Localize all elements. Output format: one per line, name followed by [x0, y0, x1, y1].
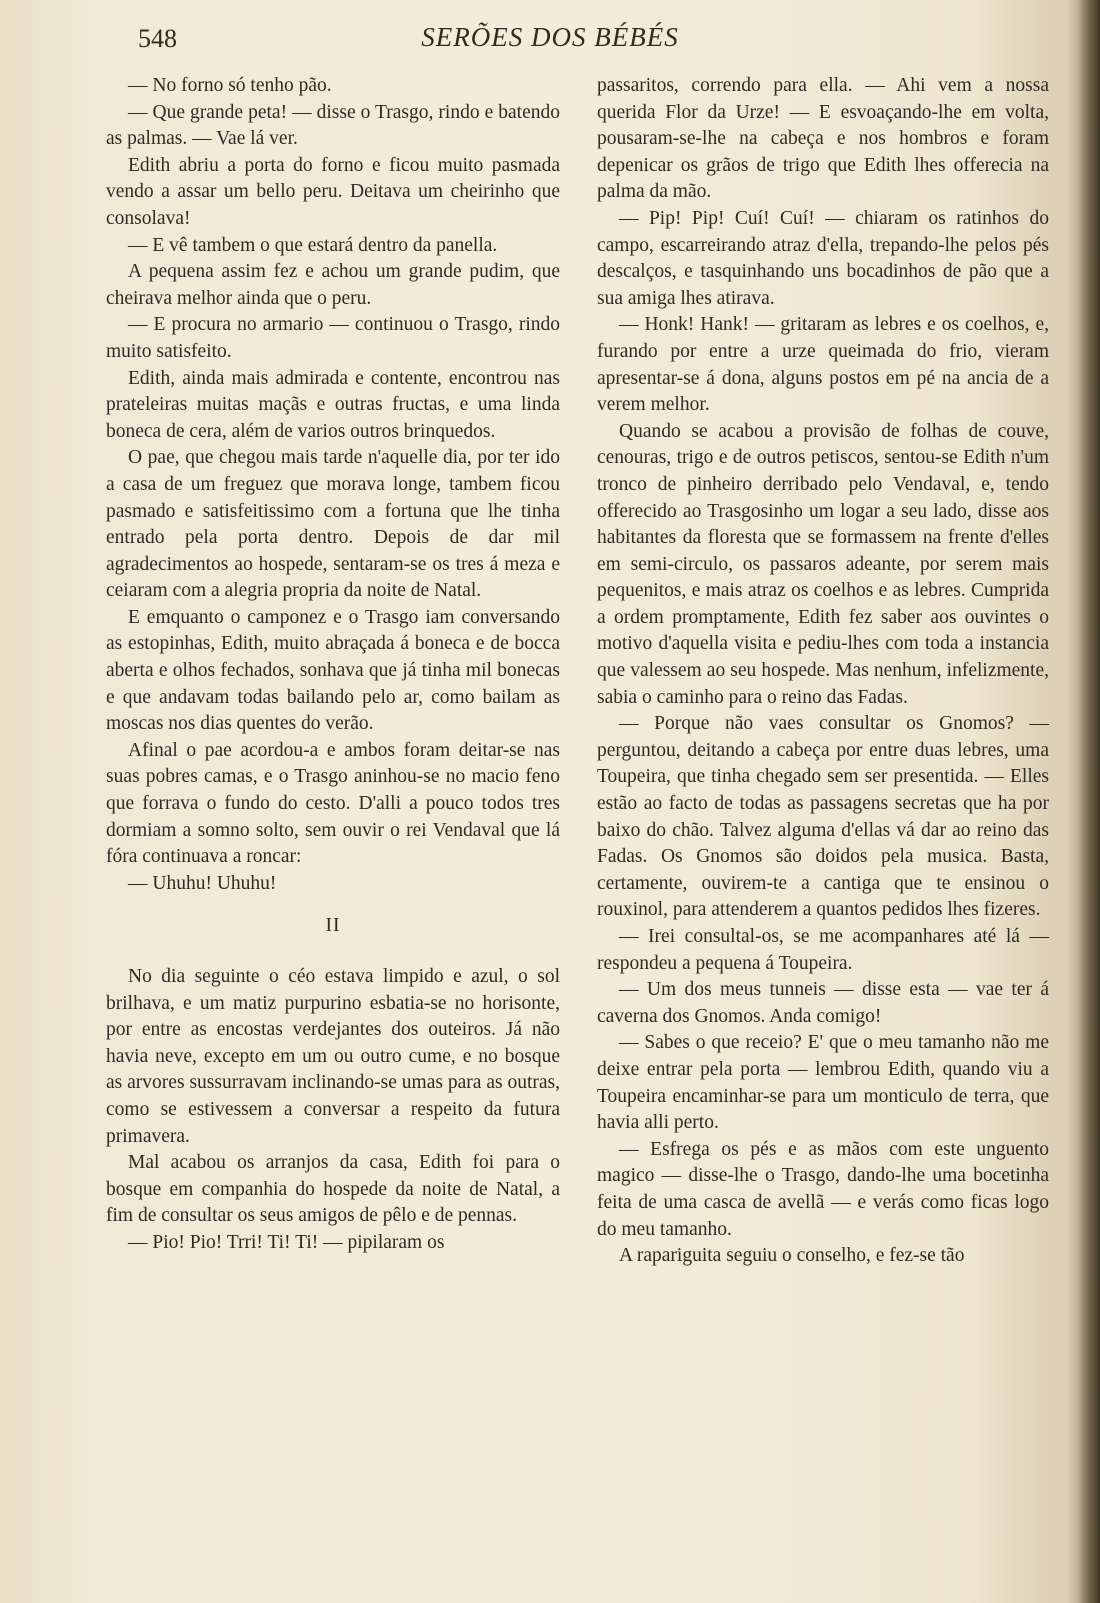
- paragraph: — Sabes o que receio? E' que o meu tamanho não me deixe entrar pela porta — lembrou Edith, quando viu a Toupeira encaminhar-se para um monticulo de terra, que havia alli perto.: [597, 1032, 1049, 1134]
- page-header: [0, 18, 1100, 58]
- right-column: [597, 73, 1049, 1270]
- paragraph: A rapariguita seguiu o conselho, e fez-se tão: [619, 1245, 965, 1267]
- paragraph: passaritos, correndo para ella. — Ahi vem a nossa querida Flor da Urze! — E esvoaçando-lhe em volta, pousaram-se-lhe na cabeça e nos hombros e foram depenicar os grãos de trigo que Edith lhes offerecia na palma da mão.: [597, 75, 1049, 203]
- running-title: SERÕES DOS BÉBÉS: [421, 22, 679, 52]
- paragraph: — Que grande peta! — disse o Trasgo, rindo e batendo as palmas. — Vae lá ver.: [106, 101, 560, 150]
- paragraph: E emquanto o camponez e o Trasgo iam conversando as estopinhas, Edith, muito abraçada á boneca e de bocca aberta e olhos fechados, sonhava que já tinha mil bonecas e que andavam todas bailando pelo ar, como bailam as moscas nos dias quentes do verão.: [106, 606, 560, 735]
- paragraph: — Honk! Hank! — gritaram as lebres e os coelhos, e, furando por entre a urze queimada do frio, vieram apresentar-se á dona, alguns postos em pé na ancia de a verem melhor.: [597, 314, 1049, 416]
- page-number: 548: [138, 24, 177, 53]
- paragraph: — Porque não vaes consultar os Gnomos? — perguntou, deitando a cabeça por entre duas lebres, uma Toupeira, que tinha chegado sem ser presentida. — Elles estão ao facto de todas as passagens secretas que ha por baixo do chão. Talvez alguma d'ellas vá dar ao reino das Fadas. Os Gnomos são doidos pela musica. Basta, certamente, ouvirem-te a cantiga que te ensinou o rouxinol, para attenderem a quantos pedidos lhes fizeres.: [597, 713, 1049, 921]
- paragraph: Edith, ainda mais admirada e contente, encontrou nas prateleiras muitas maçãs e outras fructas, e uma linda boneca de cera, além de varios outros brinquedos.: [106, 367, 560, 442]
- paragraph: — E procura no armario — continuou o Trasgo, rindo muito satisfeito.: [106, 314, 560, 362]
- paragraph: No dia seguinte o céo estava limpido e azul, o sol brilhava, e um matiz purpurino esbatia-se no horisonte, por entre as encostas verdejantes dos outeiros. Já não havia neve, excepto em um ou outro cume, e no bosque as arvores sussurravam inclinando-se umas para as outras, como se estivessem a conversar a respeito da futura primavera.: [106, 966, 560, 1147]
- paragraph: — No forno só tenho pão.: [128, 75, 332, 96]
- paragraph: — Um dos meus tunneis — disse esta — vae ter á caverna dos Gnomos. Anda comigo!: [597, 979, 1049, 1027]
- section-heading: II: [325, 915, 341, 937]
- paragraph: Quando se acabou a provisão de folhas de couve, cenouras, trigo e de outros petiscos, sentou-se Edith n'um tronco de pinheiro derribado pelo Vendaval, e, tendo offerecido ao Trasgosinho um logar a seu lado, disse aos habitantes da floresta que se formassem na frente d'elles em semi-circulo, os passaros adeante, por serem mais pequenitos, e mais atraz os coelhos e as lebres. Cumprida a ordem promptamente, Edith fez saber aos ouvintes o motivo d'aquella visita e pediu-lhes com toda a instancia que valessem ao seu hospede. Mas nenhum, infelizmente, sabia o caminho para o reino das Fadas.: [597, 420, 1049, 708]
- paragraph: — Uhuhu! Uhuhu!: [128, 872, 277, 894]
- paragraph: — Esfrega os pés e as mãos com este unguento magico — disse-lhe o Trasgo, dando-lhe uma bocetinha feita de uma casca de avellã — e verás como ficas logo do meu tamanho.: [597, 1138, 1049, 1240]
- paragraph: Edith abriu a porta do forno e ficou muito pasmada vendo a assar um bello peru. Deitava um cheirinho que consolava!: [106, 154, 560, 229]
- paragraph: — Pio! Pio! Trri! Ti! Ti! — pipilaram os: [128, 1231, 445, 1253]
- page-edge-shadow: [1078, 0, 1100, 1603]
- paragraph: O pae, que chegou mais tarde n'aquelle dia, por ter ido a casa de um freguez que morava longe, tambem ficou pasmado e satisfeitissimo com a fortuna que lhe tinha entrado pela porta dentro. Depois de dar mil agradecimentos ao hospede, sentaram-se os tres á meza e ceiaram com a alegria propria da noite de Natal.: [106, 447, 560, 602]
- left-column: [106, 73, 560, 1257]
- paragraph: — Irei consultal-os, se me acompanhares até lá — respondeu a pequena á Toupeira.: [597, 926, 1049, 974]
- paragraph: A pequena assim fez e achou um grande pudim, que cheirava melhor ainda que o peru.: [106, 261, 560, 309]
- paragraph: Afinal o pae acordou-a e ambos foram deitar-se nas suas pobres camas, e o Trasgo aninhou-se no macio feno que forrava o fundo do cesto. D'alli a pouco todos tres dormiam a somno solto, sem ouvir o rei Vendaval que lá fóra continuava a roncar:: [106, 739, 560, 868]
- paragraph: Mal acabou os arranjos da casa, Edith foi para o bosque em companhia do hospede da noite de Natal, a fim de consultar os seus amigos de pêlo e de pennas.: [106, 1152, 560, 1227]
- paragraph: — Pip! Pip! Cuí! Cuí! — chiaram os ratinhos do campo, escarreirando atraz d'ella, trepando-lhe pelos pés descalços, e tasquinhando uns bocadinhos de pão que a sua amiga lhes atirava.: [597, 207, 1049, 309]
- paragraph: — E vê tambem o que estará dentro da panella.: [128, 234, 498, 256]
